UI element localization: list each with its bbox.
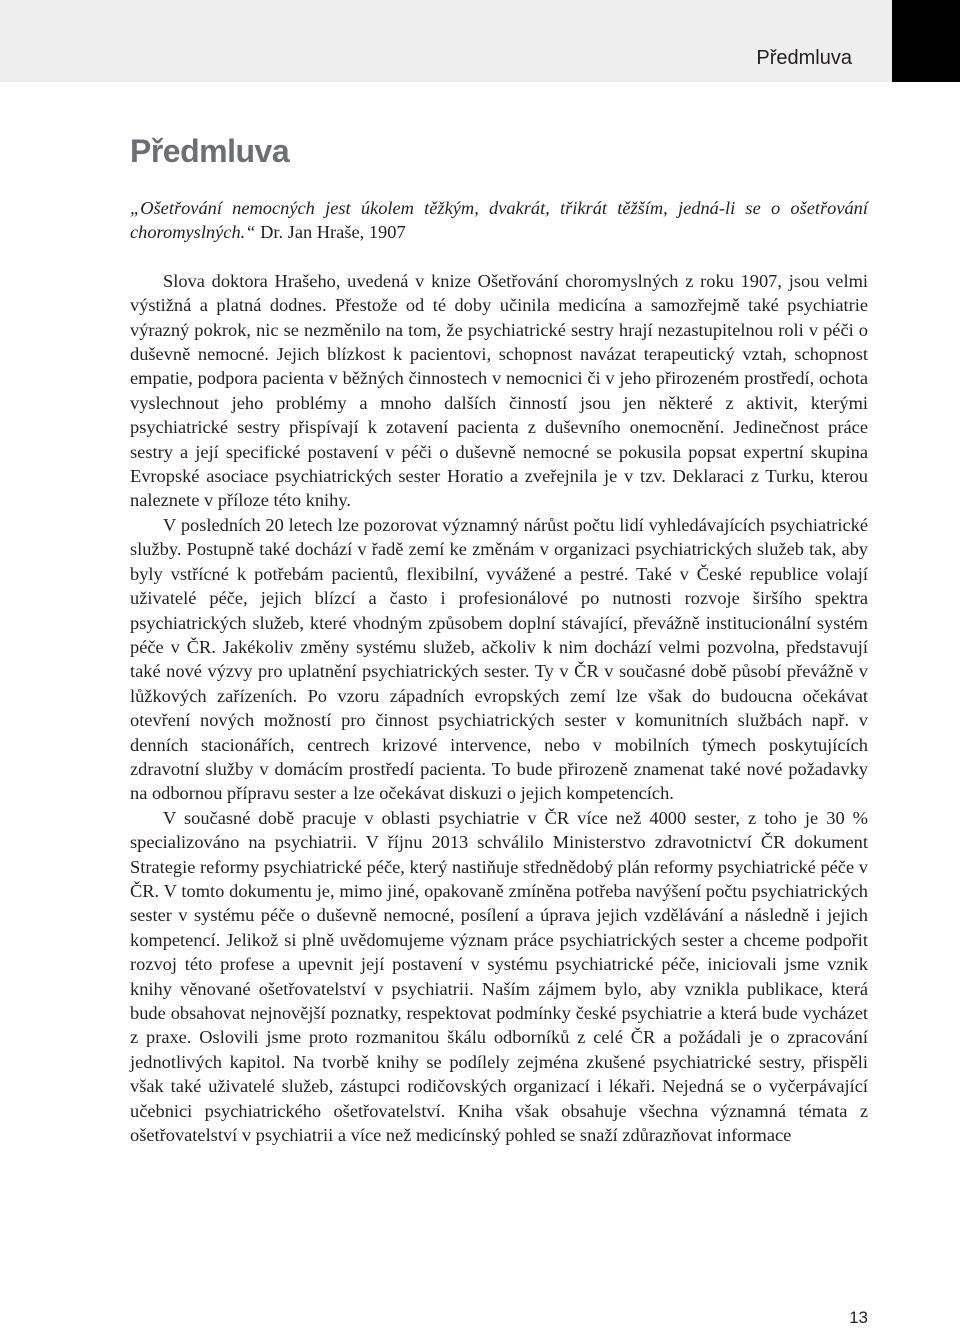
paragraph: Slova doktora Hrašeho, uvedená v knize Ošetřování choromyslných z roku 1907, jsou velmi výstižná a platná dodnes. Přestože od té doby učinila medicína a samozřejmě také psychiatrie výrazný pokrok, nic se nezměnilo na tom, že psychiatrické sestry hrají nezastupitelnou roli v péči o duševně nemocné. Jejich blízkost k pacientovi, schopnost navázat terapeutický vztah, schopnost empatie, podpora pacienta v běžných činnostech v nemocnici či v jeho přirozeném prostředí, ochota vyslechnout jeho problémy a mnoho dalších činností jsou jen některé z aktivit, kterými psychiatrické sestry přispívají k zotavení pacienta z duševního onemocnění. Jedinečnost práce sestry a její specifické postavení v péči o duševně nemocné se pokusila popsat expertní skupina Evropské asociace psychiatrických sester Horatio a zveřejnila je v tzv. Deklaraci z Turku, kterou naleznete v příloze této knihy.: [130, 270, 868, 511]
chapter-title: Předmluva: [130, 133, 290, 169]
page-number: 13: [849, 1308, 868, 1327]
running-head: Předmluva: [756, 47, 852, 69]
body-text: [130, 196, 868, 1147]
epigraph-quote: „Ošetřování nemocných jest úkolem těžkým, dvakrát, třikrát těžším, jedná-li se o ošetřování choromyslných.“: [130, 198, 868, 243]
paragraph: V posledních 20 letech lze pozorovat významný nárůst počtu lidí vyhledávajících psychiatrické služby. Postupně také dochází v řadě zemí ke změnám v organizaci psychiatrických služeb tak, aby byly vstřícné k potřebám pacientů, flexibilní, vyvážené a pestré. Také v České republice volají uživatelé péče, jejich blízcí a často i profesionálové po nutnosti rozvoje širšího spektra psychiatrických služeb, které vhodným způsobem doplní stávající, převážně institucionální systém péče v ČR. Jakékoliv změny systému služeb, ačkoliv k nim dochází velmi pozvolna, představují také nové výzvy pro uplatnění psychiatrických sester. Ty v ČR v současné době působí převážně v lůžkových zařízeních. Po vzoru západních evropských zemí lze však do budoucna očekávat otevření nových možností pro činnost psychiatrických sester v komunitních službách např. v denních stacionářích, centrech krizové intervence, nebo v mobilních týmech poskytujících zdravotní služby v domácím prostředí pacienta. To bude přirozeně znamenat také nové požadavky na odbornou přípravu sester a lze očekávat diskuzi o jejich kompetencích.: [130, 514, 868, 804]
epigraph: [130, 196, 868, 245]
paragraph: V současné době pracuje v oblasti psychiatrie v ČR více než 4000 sester, z toho je 30 % specializováno na psychiatrii. V říjnu 2013 schválilo Ministerstvo zdravotnictví ČR dokument Strategie reformy psychiatrické péče, který nastiňuje střednědobý plán reformy psychiatrické péče v ČR. V tomto dokumentu je, mimo jiné, opakovaně zmíněna potřeba navýšení počtu psychiatrických sester v systému péče o duševně nemocné, posílení a úprava jejich vzdělávání a následně i jejich kompetencí. Jelikož si plně uvědomujeme význam práce psychiatrických sester a chceme podpořit rozvoj této profese a upevnit její postavení v systému psychiatrické péče, iniciovali jsme vznik knihy věnované ošetřovatelství v psychiatrii. Naším zájmem bylo, aby vznikla publikace, která bude obsahovat nejnovější poznatky, respektovat podmínky české psychiatrie a která bude vycházet z praxe. Oslovili jsme proto rozmanitou škálu odborníků z celé ČR a požádali je o zpracování jednotlivých kapitol. Na tvorbě knihy se podílely zejména zkušené psychiatrické sestry, přispěli však také uživatelé služeb, zástupci rodičovských organizací i lékaři. Nejedná se o vyčerpávající učebnici psychiatrického ošetřovatelství. Kniha však obsahuje všechna významná témata z ošetřovatelství v psychiatrii a více než medicínský pohled se snaží zdůrazňovat informace: [130, 807, 868, 1146]
header-corner-block: [892, 0, 960, 82]
epigraph-attribution: Dr. Jan Hraše, 1907: [255, 222, 406, 243]
